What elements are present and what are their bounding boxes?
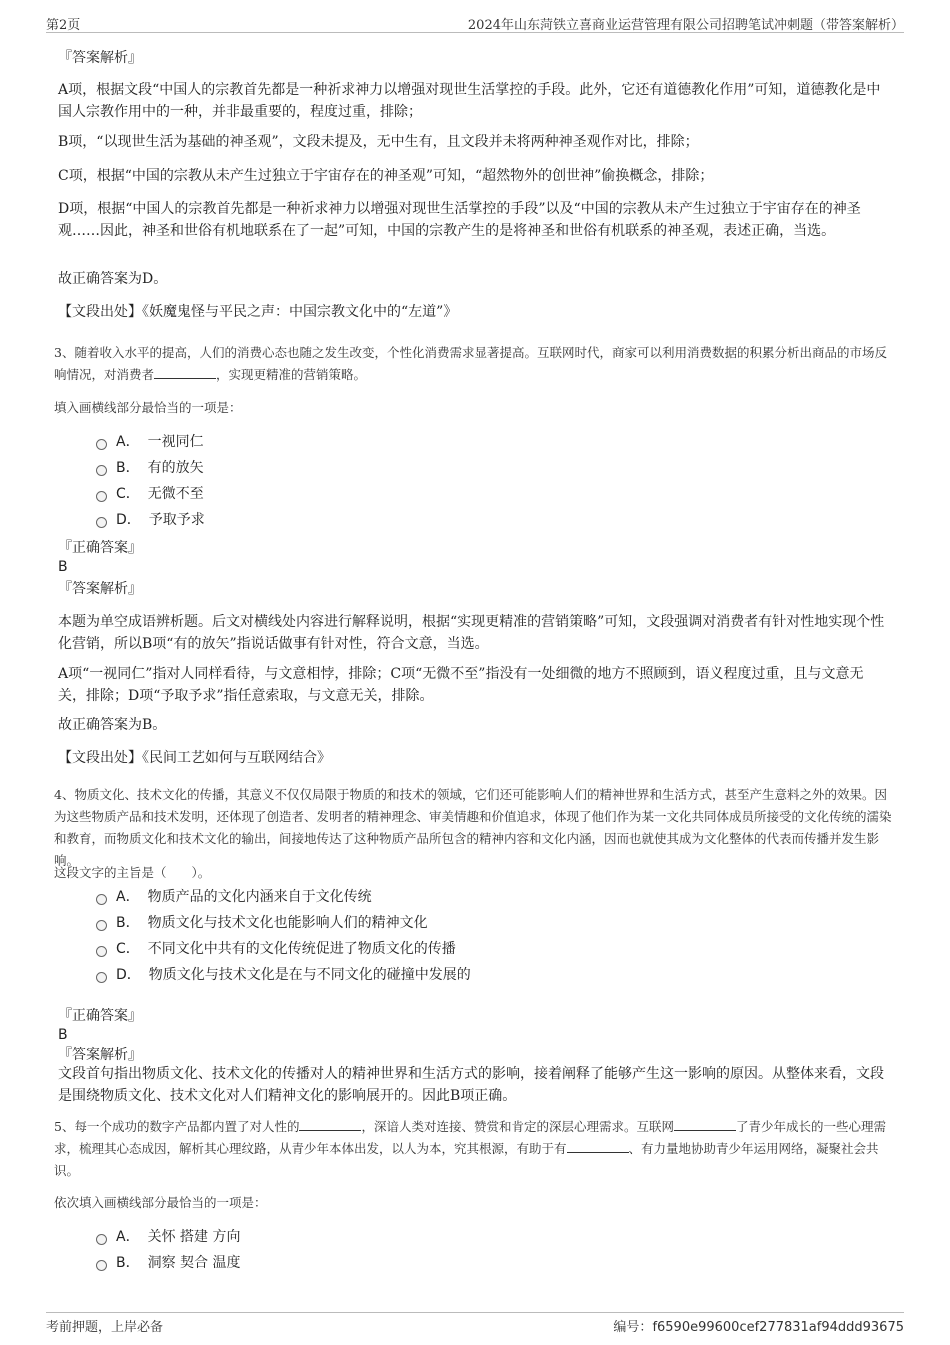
q4-stem: 4、物质文化、技术文化的传播，其意义不仅仅局限于物质的和技术的领域，它们还可能影响人们的精神世界和生活方式，甚至产生意料之外的效果。因为这些物质产品和技术发明，还体现了创造者、发明者的精神理念、审美情趣和价值追求，体现了他们作为某一文化共同体成员所接受的文化传统的濡染和教育，而物质文化和技术文化的输出，间接地传达了这种物质产品所包含的精神内容和文化内涵，因而也就使其成为文化整体的代表而传播并发生影响。 — [54, 787, 892, 868]
q5-stem-part-d: 、有力量地协助青少年运用网络，凝聚社会共识。 — [54, 1141, 879, 1178]
q3-blank — [154, 366, 216, 379]
q2-analysis-para-c: C项，根据“中国的宗教从未产生过独立于宇宙存在的神圣观”可知，“超然物外的创世神”偷换概念，排除； — [58, 168, 714, 184]
option-text: 予取予求 — [148, 512, 205, 528]
q5-stem — [54, 1116, 894, 1182]
option-key: B． — [116, 460, 140, 476]
radio-icon[interactable] — [96, 920, 107, 931]
q5-stem-part-c: 了青少年成长的一些心理需求，梳理其心态成因，解析其心理纹路，从青少年本体出发，以人为本，究其根源，有助于有 — [54, 1119, 886, 1156]
q3-prompt: 填入画横线部分最恰当的一项是： — [54, 400, 242, 415]
radio-icon[interactable] — [96, 491, 107, 502]
q3-answer: B — [58, 559, 68, 575]
q4-analysis-title: 『答案解析』 — [58, 1047, 142, 1063]
q2-answer-statement: 故正确答案为D。 — [58, 271, 168, 287]
radio-icon[interactable] — [96, 946, 107, 957]
q3-option-c[interactable] — [96, 483, 204, 505]
q3-option-a[interactable] — [96, 431, 204, 453]
q3-analysis-title: 『答案解析』 — [58, 581, 142, 597]
option-key: A． — [116, 1229, 140, 1245]
q3-analysis-para-2: A项“一视同仁”指对人同样看待，与文意相悖，排除；C项“无微不至”指没有一处细微的地方不照顾到，语义程度过重，且与文意无关，排除；D项“予取予求”指任意索取，与文意无关，排除。 — [58, 666, 864, 704]
q4-option-c[interactable] — [96, 938, 456, 960]
page-header — [46, 14, 904, 33]
option-text: 关怀 搭建 方向 — [147, 1229, 241, 1245]
option-text: 一视同仁 — [147, 434, 204, 450]
q4-option-d[interactable] — [96, 964, 471, 986]
option-text: 有的放矢 — [147, 460, 204, 476]
page-footer — [46, 1312, 904, 1333]
footer-slogan: 考前押题，上岸必备 — [46, 1320, 164, 1335]
q3-option-d[interactable] — [96, 509, 205, 531]
radio-icon[interactable] — [96, 894, 107, 905]
option-key: C． — [116, 486, 140, 502]
q5-stem-part-a: 5、每一个成功的数字产品都内置了对人性的 — [54, 1119, 300, 1134]
option-key: A． — [116, 889, 140, 905]
radio-icon[interactable] — [96, 465, 107, 476]
q4-option-b[interactable] — [96, 912, 428, 934]
radio-icon[interactable] — [96, 1234, 107, 1245]
q4-prompt: 这段文字的主旨是（ ）。 — [54, 865, 211, 880]
q5-blank-3 — [567, 1140, 629, 1153]
q3-answer-statement: 故正确答案为B。 — [58, 717, 167, 733]
radio-icon[interactable] — [96, 1260, 107, 1271]
option-key: D． — [116, 967, 141, 983]
q3-option-b[interactable] — [96, 457, 204, 479]
q2-analysis-para-a: A项，根据文段“中国人的宗教首先都是一种祈求神力以增强对现世生活掌控的手段。此外，它还有道德教化作用”可知，道德教化是中国人宗教作用中的一种，并非最重要的，程度过重，排除； — [58, 82, 881, 120]
q2-analysis-para-d: D项，根据“中国人的宗教首先都是一种祈求神力以增强对现世生活掌控的手段”以及“中国的宗教从未产生过独立于宇宙存在的神圣观……因此，神圣和世俗有机地联系在了一起”可知，中国的宗教产生的是将神圣和世俗有机联系的神圣观，表述正确，当选。 — [58, 201, 861, 239]
q4-analysis-para: 文段首句指出物质文化、技术文化的传播对人的精神世界和生活方式的影响，接着阐释了能够产生这一影响的原因。从整体来看，文段是围绕物质文化、技术文化对人们精神文化的影响展开的。因此B项正确。 — [58, 1066, 884, 1104]
radio-icon[interactable] — [96, 972, 107, 983]
q3-analysis-para-1: 本题为单空成语辨析题。后文对横线处内容进行解释说明，根据“实现更精准的营销策略”可知，文段强调对消费者有针对性地实现个性化营销，所以B项“有的放矢”指说话做事有针对性，符合文意，当选。 — [58, 614, 885, 652]
q5-option-b[interactable] — [96, 1252, 241, 1274]
radio-icon[interactable] — [96, 439, 107, 450]
document-code — [613, 1316, 904, 1335]
document-code-value: f6590e99600cef277831af94ddd93675 — [652, 1320, 904, 1335]
q5-prompt: 依次填入画横线部分最恰当的一项是： — [54, 1195, 267, 1210]
q4-option-a[interactable] — [96, 886, 372, 908]
q3-stem-part-b: ，实现更精准的营销策略。 — [216, 367, 367, 382]
option-key: B． — [116, 915, 140, 931]
option-text: 物质文化与技术文化是在与不同文化的碰撞中发展的 — [148, 967, 471, 983]
option-key: A． — [116, 434, 140, 450]
option-text: 物质产品的文化内涵来自于文化传统 — [147, 889, 372, 905]
q5-option-a[interactable] — [96, 1226, 240, 1248]
q4-correct-title: 『正确答案』 — [58, 1008, 142, 1024]
q2-analysis-title: 『答案解析』 — [58, 50, 142, 66]
q5-blank-1 — [299, 1118, 361, 1131]
option-key: D． — [116, 512, 141, 528]
q2-analysis-para-b: B项，“以现世生活为基础的神圣观”，文段未提及，无中生有，且文段并未将两种神圣观作对比，排除； — [58, 134, 699, 150]
q4-answer: B — [58, 1027, 68, 1043]
q3-stem — [54, 342, 894, 386]
q3-stem-part-a: 3、随着收入水平的提高，人们的消费心态也随之发生改变，个性化消费需求显著提高。互联网时代，商家可以利用消费数据的积累分析出商品的市场反响情况，对消费者 — [54, 345, 887, 382]
q2-source: 【文段出处】《妖魔鬼怪与平民之声：中国宗教文化中的“左道”》 — [58, 304, 458, 320]
radio-icon[interactable] — [96, 517, 107, 528]
option-text: 物质文化与技术文化也能影响人们的精神文化 — [147, 915, 428, 931]
document-code-label: 编号： — [613, 1320, 653, 1335]
option-key: C． — [116, 941, 140, 957]
option-text: 不同文化中共有的文化传统促进了物质文化的传播 — [147, 941, 456, 957]
option-text: 洞察 契合 温度 — [147, 1255, 241, 1271]
option-text: 无微不至 — [147, 486, 204, 502]
q3-correct-title: 『正确答案』 — [58, 540, 142, 556]
q5-blank-2 — [674, 1118, 736, 1131]
option-key: B． — [116, 1255, 140, 1271]
q3-source: 【文段出处】《民间工艺如何与互联网结合》 — [58, 750, 331, 766]
q5-stem-part-b: ，深谙人类对连接、赞赏和肯定的深层心理需求。互联网 — [361, 1119, 674, 1134]
document-title: 2024年山东菏铁立喜商业运营管理有限公司招聘笔试冲刺题（带答案解析） — [467, 18, 904, 33]
page-number: 第2页 — [46, 18, 81, 33]
